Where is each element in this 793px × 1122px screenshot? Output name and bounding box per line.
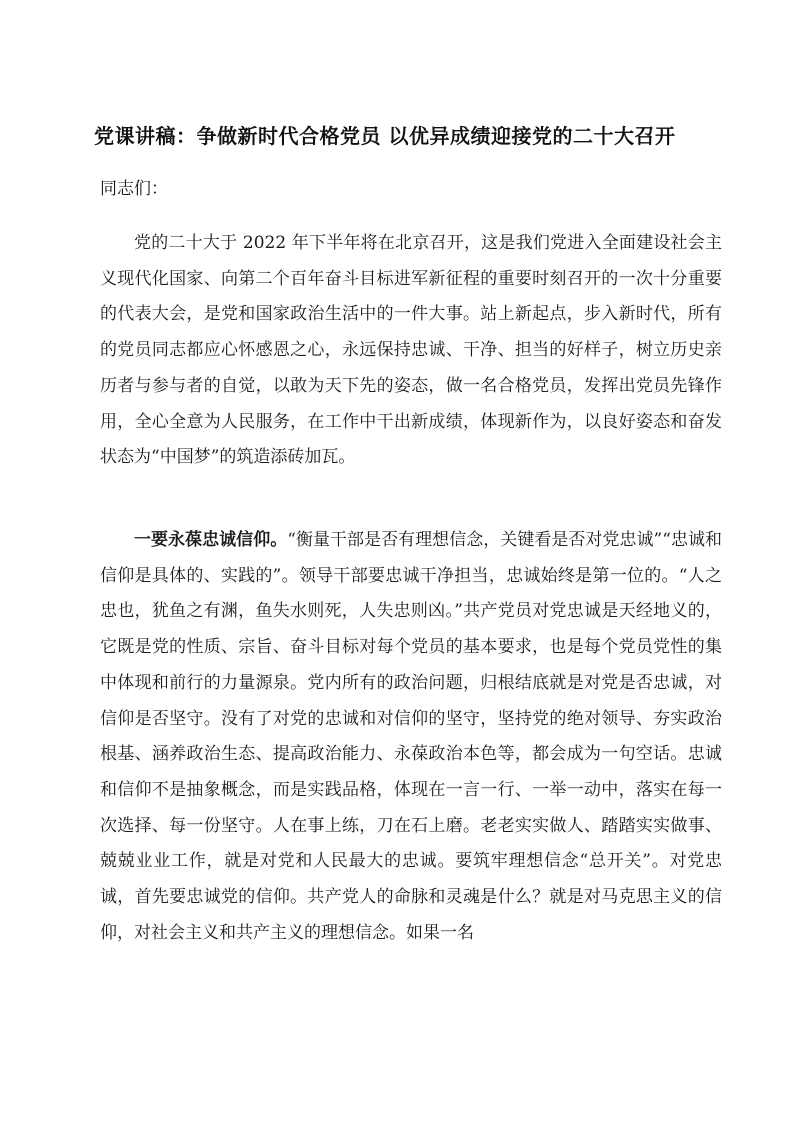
paragraph-intro	[100, 226, 722, 476]
paragraph-text: “衡量干部是否有理想信念，关键看是否对党忠诚”“忠诚和信仰是具体的、实践的”。领导干部要忠诚干净担当，忠诚始终是第一位的。“人之忠也，犹鱼之有渊，鱼失水则死，人失忠则凶。”共产党员对党忠诚是天经地义的，它既是党的性质、宗旨、奋斗目标对每个党员的基本要求，也是每个党员党性的集中体现和前行的力量源泉。党内所有的政治问题，归根结底就是对党是否忠诚，对信仰是否坚守。没有了对党的忠诚和对信仰的坚守，坚持党的绝对领导、夯实政治根基、涵养政治生态、提高政治能力、永葆政治本色等，都会成为一句空话。忠诚和信仰不是抽象概念，而是实践品格，体现在一言一行、一举一动中，落实在每一次选择、每一份坚守。人在事上练，刀在石上磨。老老实实做人、踏踏实实做事、兢兢业业工作，就是对党和人民最大的忠诚。要筑牢理想信念“总开关”。对党忠诚，首先要忠诚党的信仰。共产党人的命脉和灵魂是什么？就是对马克思主义的信仰，对社会主义和共产主义的理想信念。如果一名	[100, 530, 722, 943]
paragraph-lead-heading: 一要永葆忠诚信仰。	[134, 530, 288, 550]
paragraph-loyalty	[100, 523, 722, 951]
document-title: 党课讲稿：争做新时代合格党员 以优异成绩迎接党的二十大召开	[94, 124, 676, 148]
salutation: 同志们：	[100, 179, 168, 199]
paragraph-text: 党的二十大于 2022 年下半年将在北京召开，这是我们党进入全面建设社会主义现代化国家、向第二个百年奋斗目标进军新征程的重要时刻召开的一次十分重要的代表大会，是党和国家政治生活中的一件大事。站上新起点，步入新时代，所有的党员同志都应心怀感恩之心，永远保持忠诚、干净、担当的好样子，树立历史亲历者与参与者的自觉，以敢为天下先的姿态，做一名合格党员，发挥出党员先锋作用，全心全意为人民服务，在工作中干出新成绩，体现新作为，以良好姿态和奋发状态为“中国梦”的筑造添砖加瓦。	[100, 233, 722, 468]
